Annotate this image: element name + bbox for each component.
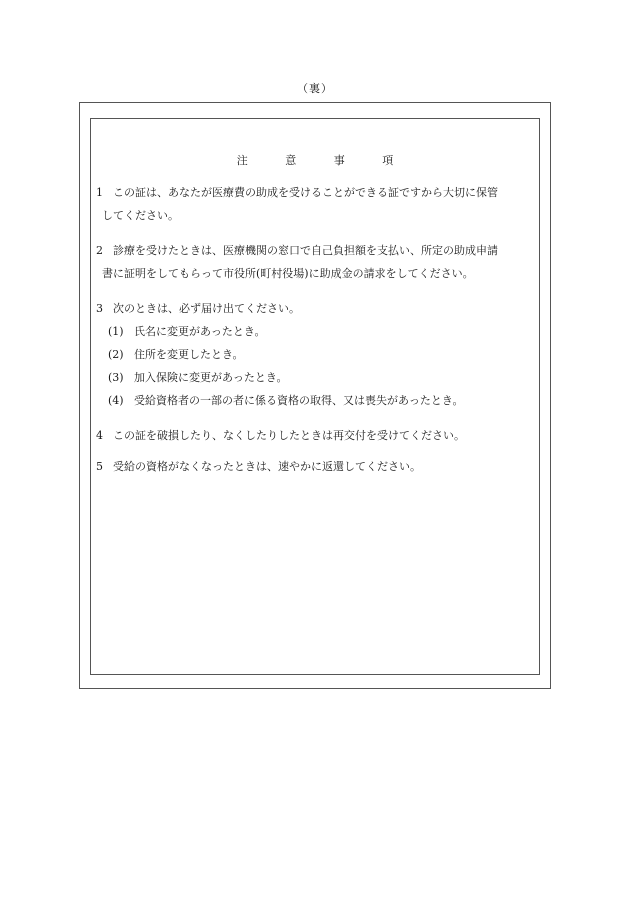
sub-item-text: 氏名に変更があったとき。	[134, 325, 266, 338]
sub-item-text: 住所を変更したとき。	[134, 348, 244, 361]
item-text: この証を破損したり、なくしたりしたときは再交付を受けてください。	[113, 429, 465, 442]
item-number: 2	[96, 244, 103, 257]
sub-item	[96, 343, 536, 366]
item-number: 5	[96, 460, 103, 473]
heading-char: 意	[285, 154, 297, 167]
notice-list	[96, 181, 536, 478]
notice-item-2	[96, 239, 536, 285]
sub-item	[96, 320, 536, 343]
page-side-label: （裏）	[297, 82, 333, 95]
item-number: 4	[96, 429, 103, 442]
notice-item-5	[96, 455, 536, 478]
item-text: 次のときは、必ず届け出てください。	[113, 302, 300, 315]
notice-item-3	[96, 297, 536, 412]
item-text-continued: 書に証明をしてもらって市役所(町村役場)に助成金の請求をしてください。	[102, 267, 474, 280]
sub-item-number: (2)	[108, 348, 124, 361]
sub-item-number: (1)	[108, 325, 124, 338]
item-text: 診療を受けたときは、医療機関の窓口で自己負担額を支払い、所定の助成申請	[113, 244, 498, 257]
sub-item-number: (3)	[108, 371, 124, 384]
heading-char: 事	[333, 154, 345, 167]
item-number: 1	[96, 186, 103, 199]
notice-item-4	[96, 424, 536, 447]
heading-char: 注	[236, 154, 248, 167]
sub-item-text: 加入保険に変更があったとき。	[134, 371, 288, 384]
item-number: 3	[96, 302, 103, 315]
sub-item-number: (4)	[108, 394, 124, 407]
sub-item	[96, 366, 536, 389]
item-text: 受給の資格がなくなったときは、速やかに返還してください。	[113, 460, 421, 473]
item-text-continued: してください。	[102, 209, 179, 222]
notice-heading	[90, 152, 540, 168]
sub-item	[96, 389, 536, 412]
notice-item-1	[96, 181, 536, 227]
heading-char: 項	[382, 154, 394, 167]
sub-item-text: 受給資格者の一部の者に係る資格の取得、又は喪失があったとき。	[134, 394, 464, 407]
item-text: この証は、あなたが医療費の助成を受けることができる証ですから大切に保管	[113, 186, 498, 199]
